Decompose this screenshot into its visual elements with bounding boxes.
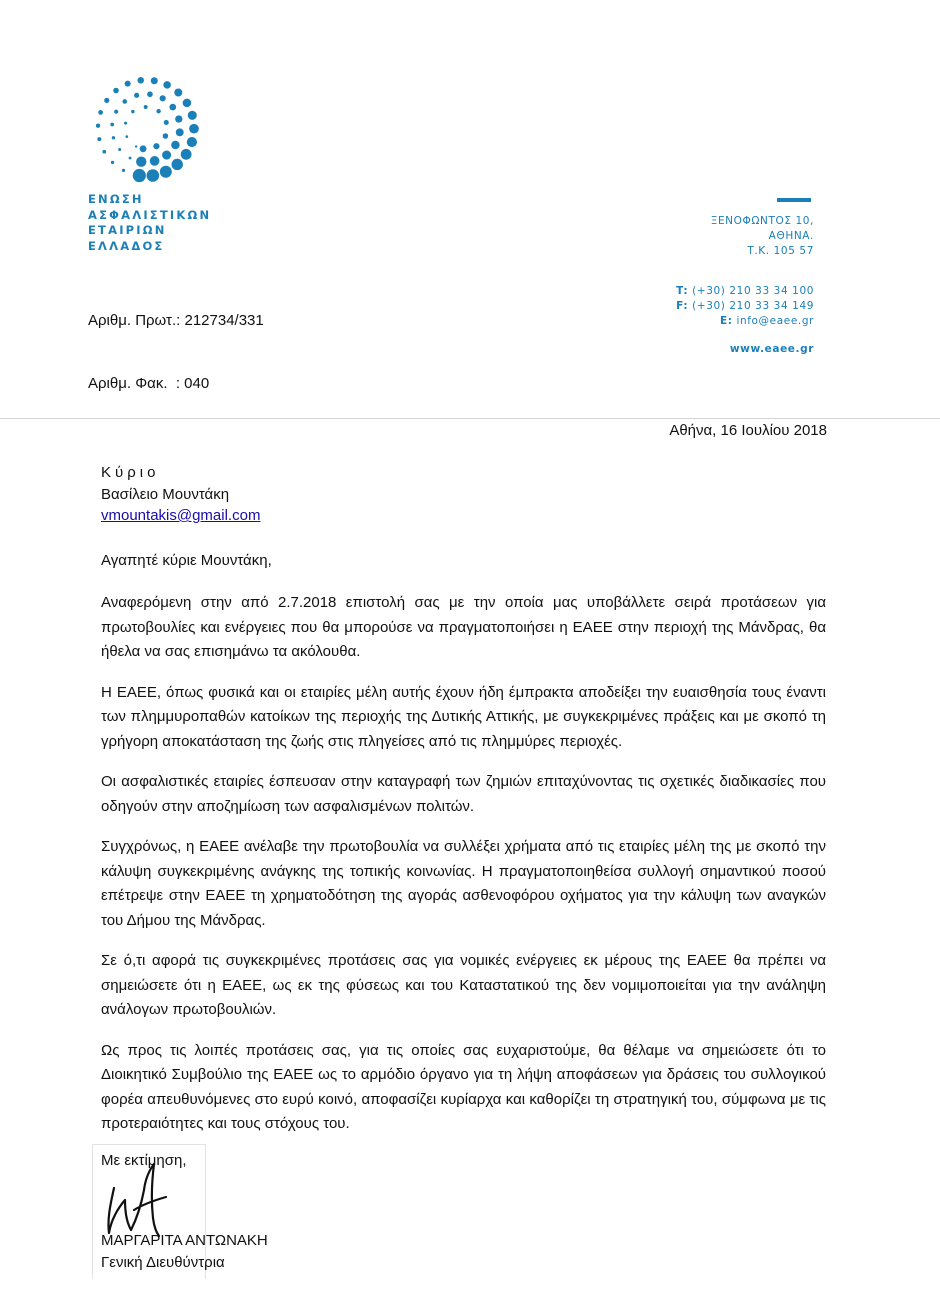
body-paragraph: Αναφερόμενη στην από 2.7.2018 επιστολή σας με την οποία μας υποβάλλετε σειρά προτάσεων για πρωτοβουλίες και ενέργειες που θα μπορούσε να πραγματοποιήσει η ΕΑΕΕ στην περιοχή της Μάνδρας, θα ήθελα να σας επισημάνω τα ακόλουθα.: [101, 594, 826, 660]
address-line: ΞΕΝΟΦΩΝΤΟΣ 10,: [710, 215, 814, 227]
signer-name: ΜΑΡΓΑΡΙΤΑ ΑΝΤΩΝΑΚΗ: [101, 1232, 268, 1249]
body-paragraph: Σε ό,τι αφορά τις συγκεκριμένες προτάσεις σας για νομικές ενέργειες εκ μέρους της ΕΑΕΕ θα πρέπει να σημειώσετε ότι η ΕΑΕΕ, ως εκ της φύσεως και του Καταστατικού της δεν νομιμοποιείται για την ανάληψη ανάλογων πρωτοβουλιών.: [101, 952, 826, 1018]
body-paragraph: Συγχρόνως, η ΕΑΕΕ ανέλαβε την πρωτοβουλία να συλλέξει χρήματα από τις εταιρίες μέλη της με σκοπό την κάλυψη συγκεκριμένης ανάγκης της τοπικής κοινωνίας. Η πραγματοποιηθείσα συλλογή σημαντικού ποσού επέτρεψε στην ΕΑΕΕ τη χρηματοδότηση της αγοράς ασθενοφόρου οχήματος για την κάλυψη των αναγκών του Δήμου της Μάνδρας.: [101, 838, 826, 929]
body-paragraph: Η ΕΑΕΕ, όπως φυσικά και οι εταιρίες μέλη αυτής έχουν ήδη έμπρακτα αποδείξει την ευαισθησία τους έναντι των πλημμυροπαθών κατοίκων της περιοχής της Δυτικής Αττικής, με συγκεκριμένες πράξεις και με σκοπό τη γρήγορη αποκατάσταση της ζωής στις πληγείσες από τις πλημμύρες περιοχές.: [101, 683, 826, 750]
organization-name: [88, 192, 211, 254]
org-name-line: ΕΝΩΣΗ: [88, 192, 144, 206]
letter-body: [101, 591, 826, 1153]
greeting: Αγαπητέ κύριε Μουντάκη,: [101, 552, 272, 569]
fax-label: F:: [676, 300, 689, 312]
letter-date: Αθήνα, 16 Ιουλίου 2018: [669, 422, 827, 439]
protocol-number: Αριθμ. Πρωτ.: 212734/331: [88, 312, 264, 329]
org-name-line: ΑΣΦΑΛΙΣΤΙΚΩΝ: [88, 207, 212, 222]
phone-number: (+30) 210 33 34 100: [692, 285, 814, 297]
email-line: [676, 314, 814, 329]
dotted-circle-logo-icon: [76, 72, 216, 184]
contact-spacer: [676, 329, 814, 342]
body-paragraph: Οι ασφαλιστικές εταιρίες έσπευσαν στην καταγραφή των ζημιών επιταχύνοντας τις σχετικές διαδικασίες που οδηγούν στην αποζημίωση των ασφαλισμένων πολιτών.: [101, 773, 826, 815]
address-line: Τ.Κ. 105 57: [747, 245, 814, 257]
body-paragraph: Ως προς τις λοιπές προτάσεις σας, για τις οποίες σας ευχαριστούμε, θα θέλαμε να σημειώσετε ότι το Διοικητικό Συμβούλιο της ΕΑΕΕ ως το αρμόδιο όργανο για τη λήψη αποφάσεων για δράσεις του συλλογικού φορέα απευθυνόμενες στο ευρύ κοινό, αποφασίζει κυρίαρχα και καθορίζει τη στρατηγική του, σύμφωνα με τις προτεραιότητες και τους στόχους του.: [101, 1041, 826, 1132]
recipient-block: [101, 462, 260, 527]
closing: Με εκτίμηση,: [101, 1152, 187, 1169]
recipient-salutation: Κύριο: [101, 464, 160, 481]
fax-number: (+30) 210 33 34 149: [692, 300, 814, 312]
address-line: ΑΘΗΝΑ.: [768, 230, 814, 242]
fax-line: [676, 299, 814, 314]
email-label: E:: [719, 315, 733, 327]
recipient-name: Βασίλειο Μουντάκη: [101, 485, 230, 503]
org-name-line: ΕΤΑΙΡΙΩΝ: [88, 223, 167, 237]
reference-numbers: [88, 268, 264, 415]
phone-label: T:: [676, 285, 689, 297]
accent-bar: [777, 198, 811, 202]
header-divider: [0, 418, 940, 419]
contact-spacer: [676, 259, 814, 284]
contact-block: [676, 214, 814, 357]
phone-line: [676, 284, 814, 299]
recipient-email-link[interactable]: vmountakis@gmail.com: [101, 507, 261, 524]
signer-block: [101, 1230, 268, 1273]
signer-title: Γενική Διευθύντρια: [101, 1253, 225, 1271]
org-name-line: ΕΛΛΑΔΟΣ: [88, 238, 165, 253]
contact-email[interactable]: info@eaee.gr: [736, 315, 814, 327]
file-number: Αριθμ. Φακ. : 040: [88, 375, 210, 392]
website-link[interactable]: www.eaee.gr: [729, 343, 814, 355]
